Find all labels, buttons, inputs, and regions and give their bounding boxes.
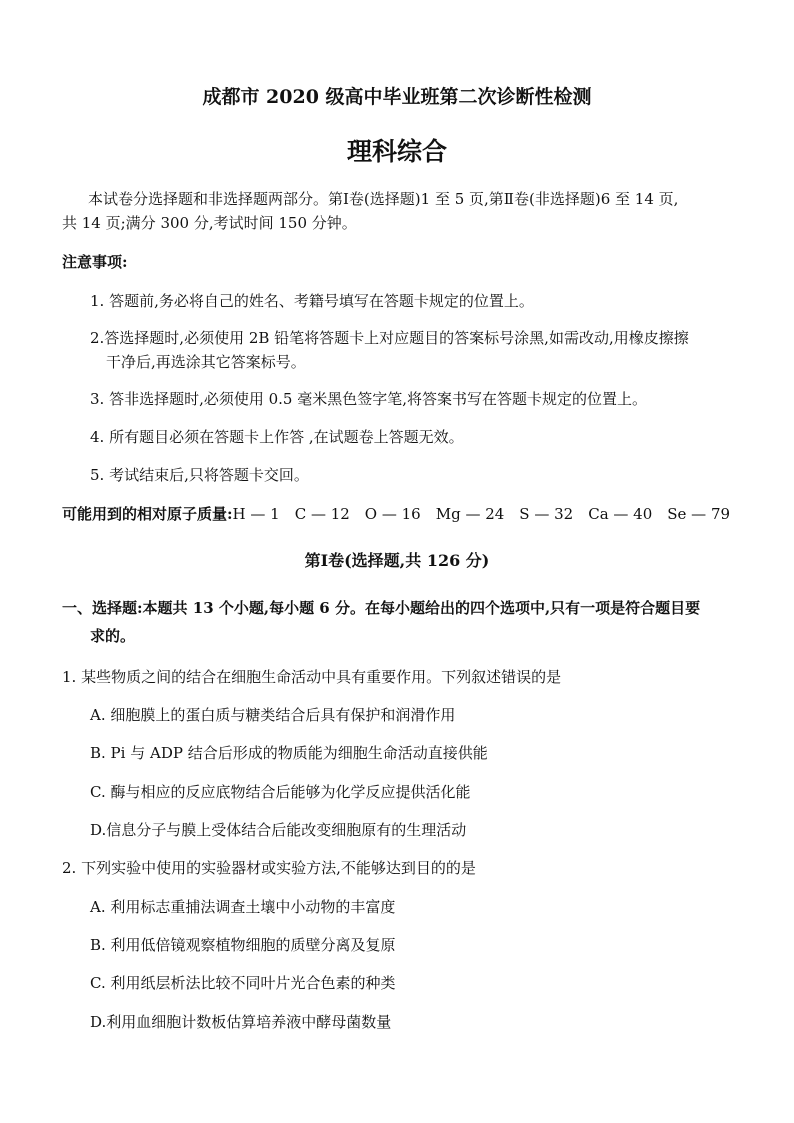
question-2-stem: 2. 下列实验中使用的实验器材或实验方法,不能够达到目的的是 (62, 859, 476, 877)
intro-line-2: 共 14 页;满分 300 分,考试时间 150 分钟。 (62, 214, 357, 232)
question-1-option-a: A. 细胞膜上的蛋白质与糖类结合后具有保护和润滑作用 (90, 706, 456, 724)
notes-heading: 注意事项: (62, 253, 128, 271)
atomic-mass-label: 可能用到的相对原子质量: (62, 505, 233, 523)
section-instruction-line-2: 求的。 (90, 627, 136, 645)
note-item-2: 2.答选择题时,必须使用 2B 铅笔将答题卡上对应题目的答案标号涂黑,如需改动,用橡皮擦擦 (90, 329, 689, 347)
question-2-option-b: B. 利用低倍镜观察植物细胞的质壁分离及复原 (90, 936, 396, 954)
question-2-option-c: C. 利用纸层析法比较不同叶片光合色素的种类 (90, 974, 396, 992)
note-item-1: 1. 答题前,务必将自己的姓名、考籍号填写在答题卡规定的位置上。 (90, 292, 534, 310)
question-2-option-d: D.利用血细胞计数板估算培养液中酵母菌数量 (90, 1013, 392, 1031)
atomic-mass-line (62, 504, 730, 524)
section-instruction-line-1: 一、选择题:本题共 13 个小题,每小题 6 分。在每小题给出的四个选项中,只有一项是符合题目要 (62, 599, 701, 617)
note-item-3: 3. 答非选择题时,必须使用 0.5 毫米黑色签字笔,将答案书写在答题卡规定的位置上。 (90, 390, 648, 408)
subject-title: 理科综合 (346, 137, 447, 166)
exam-title: 成都市 2020 级高中毕业班第二次诊断性检测 (202, 86, 592, 108)
question-1-option-c: C. 酶与相应的反应底物结合后能够为化学反应提供活化能 (90, 783, 471, 801)
question-1-option-b: B. Pi 与 ADP 结合后形成的物质能为细胞生命活动直接供能 (90, 744, 488, 762)
atomic-mass-values: H — 1 C — 12 O — 16 Mg — 24 S — 32 Ca — 40 Se — 79 (232, 505, 731, 523)
question-2-option-a: A. 利用标志重捕法调查土壤中小动物的丰富度 (90, 898, 396, 916)
note-item-2-continued: 干净后,再选涂其它答案标号。 (106, 353, 306, 371)
question-1-option-d: D.信息分子与膜上受体结合后能改变细胞原有的生理活动 (90, 821, 467, 839)
part1-title: 第Ⅰ卷(选择题,共 126 分) (304, 551, 490, 570)
question-1-stem: 1. 某些物质之间的结合在细胞生命活动中具有重要作用。下列叙述错误的是 (62, 668, 562, 686)
note-item-5: 5. 考试结束后,只将答题卡交回。 (90, 466, 309, 484)
note-item-4: 4. 所有题目必须在答题卡上作答 ,在试题卷上答题无效。 (90, 428, 464, 446)
intro-line-1: 本试卷分选择题和非选择题两部分。第Ⅰ卷(选择题)1 至 5 页,第Ⅱ卷(非选择题)6 至 14 页, (88, 190, 679, 208)
